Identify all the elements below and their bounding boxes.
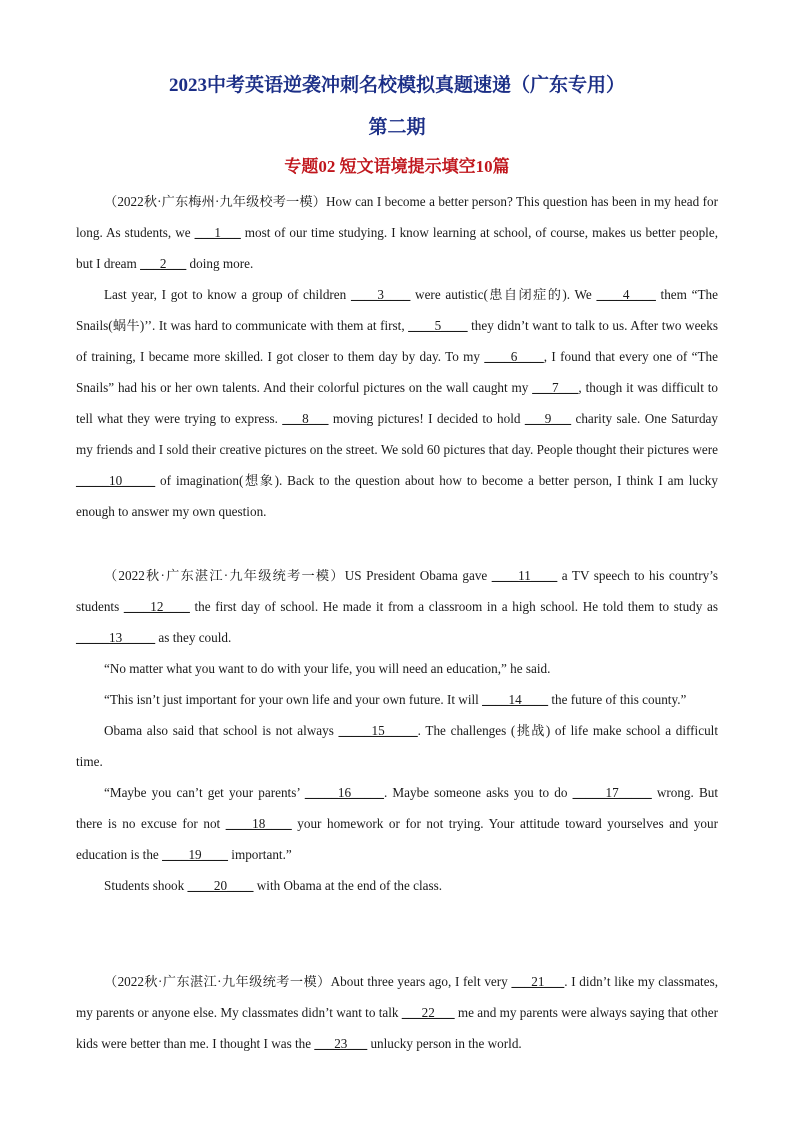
text-segment: “Maybe you can’t get your parents’ [104, 785, 305, 800]
text-segment: them “The Snails(蜗牛)’’. It was hard to communicate with them at first, [76, 287, 718, 333]
fill-blank[interactable]: ____12____ [123, 599, 190, 614]
text-segment: , I found that every one of “The Snails” had his or her own talents. And their colorful pictures on the wall caught my [76, 349, 718, 395]
fill-blank[interactable]: ___21___ [511, 974, 565, 989]
text-segment: the future of this county.” [548, 692, 687, 707]
fill-blank[interactable]: ____6____ [484, 349, 544, 364]
text-segment: moving pictures! I decided to hold [328, 411, 525, 426]
fill-blank[interactable]: ____4____ [596, 287, 656, 302]
fill-blank[interactable]: _____17_____ [572, 785, 652, 800]
paragraph [76, 560, 718, 653]
fill-blank[interactable]: _____13_____ [76, 630, 156, 645]
fill-blank[interactable]: _____16_____ [304, 785, 384, 800]
fill-blank[interactable]: ____20____ [187, 878, 254, 893]
text-segment: Students shook [104, 878, 188, 893]
paragraph [76, 715, 718, 777]
text-segment: the first day of school. He made it from a classroom in a high school. He told them to study as [189, 599, 718, 614]
fill-blank[interactable]: ____11____ [491, 568, 558, 583]
paragraph [76, 653, 718, 684]
text-segment: Last year, I got to know a group of children [104, 287, 351, 302]
paragraph [76, 684, 718, 715]
fill-blank[interactable]: _____10_____ [76, 473, 156, 488]
text-segment: . The challenges (挑战) of life make school a difficult time. [76, 723, 719, 769]
text-segment: with Obama at the end of the class. [253, 878, 443, 893]
text-segment: “No matter what you want to do with your life, you will need an education,” he said. [104, 661, 551, 676]
fill-blank[interactable]: ___8___ [282, 411, 329, 426]
paragraph [76, 186, 718, 279]
text-segment: （2022秋·广东梅州·九年级校考一模）How can I become a better person? This question has been in my head for long. As students, we [76, 194, 718, 240]
paragraph [76, 279, 718, 527]
text-segment: of imagination(想象). Back to the question about how to become a better person, I think I am lucky enough to answer my own question. [76, 473, 718, 519]
text-segment: doing more. [186, 256, 254, 271]
fill-blank[interactable]: ___23___ [314, 1036, 368, 1051]
text-segment: . Maybe someone asks you to do [384, 785, 573, 800]
text-segment: were autistic(患自闭症的). We [410, 287, 597, 302]
text-segment: unlucky person in the world. [367, 1036, 522, 1051]
text-segment: they didn’t want to talk to us. After two weeks of training, I became more skilled. I got closer to them day by day. To my [76, 318, 719, 364]
fill-blank[interactable]: ____5____ [408, 318, 468, 333]
fill-blank[interactable]: ___9___ [524, 411, 572, 426]
fill-blank[interactable]: ____14____ [482, 692, 549, 707]
fill-blank[interactable]: ___7___ [532, 380, 579, 395]
fill-blank[interactable]: ___1___ [194, 225, 241, 240]
fill-blank[interactable]: ___22___ [401, 1005, 455, 1020]
topic-heading: 专题02 短文语境提示填空10篇 [284, 157, 510, 176]
fill-blank[interactable]: ____19____ [162, 847, 228, 862]
text-segment: important.” [228, 847, 292, 862]
fill-blank[interactable]: ___2___ [140, 256, 187, 271]
passage-1 [76, 186, 718, 527]
text-segment: , though it was difficult to tell what they were trying to express. [76, 380, 718, 426]
text-segment: most of our time studying. I know learning at school, of course, makes us better people, but I dream [76, 225, 718, 271]
text-segment: “This isn’t just important for your own life and your own future. It will [104, 692, 483, 707]
paragraph [76, 777, 718, 870]
text-segment: （2022秋·广东湛江·九年级统考一模）About three years ago, I felt very [104, 974, 512, 989]
text-segment: （2022秋·广东湛江·九年级统考一模）US President Obama gave [104, 568, 492, 583]
fill-blank[interactable]: _____15_____ [338, 723, 418, 738]
paragraph [76, 870, 718, 901]
text-segment: Obama also said that school is not always [104, 723, 339, 738]
text-segment: your homework or for not trying. Your attitude toward yourselves and your education is the [76, 816, 718, 862]
text-segment: . I didn’t like my classmates, my parents or anyone else. My classmates didn’t want to talk [76, 974, 718, 1020]
passage-2 [76, 560, 718, 901]
text-segment: me and my parents were always saying that other kids were better than me. I thought I was the [76, 1005, 718, 1051]
text-segment: a TV speech to his country’s students [76, 568, 718, 614]
text-segment: as they could. [155, 630, 232, 645]
issue-label: 第二期 [368, 117, 426, 138]
document-title: 2023中考英语逆袭冲刺名校模拟真题速递（广东专用） [168, 75, 625, 96]
fill-blank[interactable]: ____3____ [350, 287, 411, 302]
passage-3 [76, 966, 718, 1059]
text-segment: charity sale. One Saturday my friends and I sold their creative pictures on the street. We sold 60 pictures that day. People thought their pictures were [76, 411, 718, 457]
fill-blank[interactable]: ____18____ [225, 816, 292, 831]
text-segment: wrong. But there is no excuse for not [76, 785, 718, 831]
paragraph [76, 966, 718, 1059]
